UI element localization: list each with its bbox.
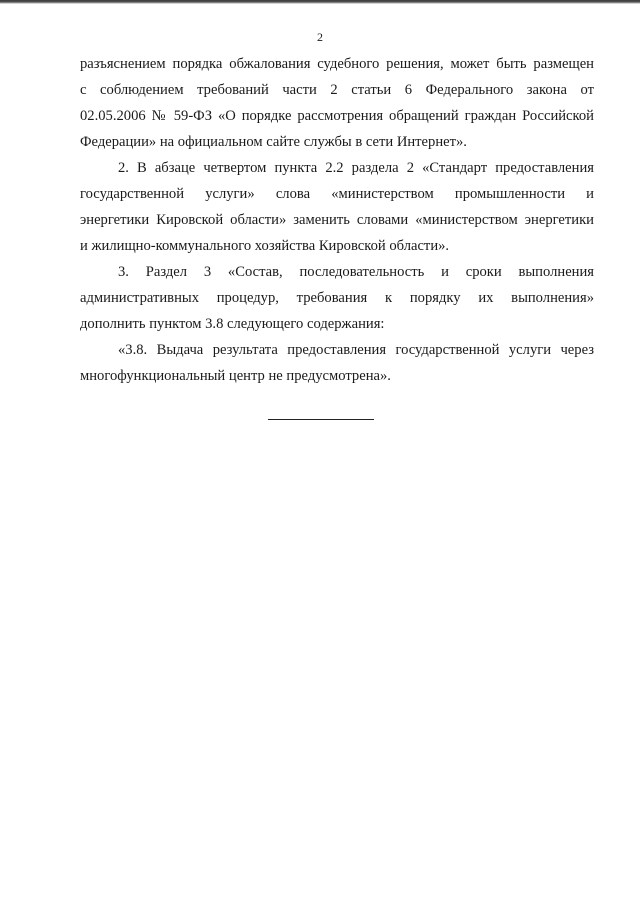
text-line: и жилищно-коммунального хозяйства Кировской области». xyxy=(80,238,450,254)
scan-edge xyxy=(0,0,640,4)
text-line: с соблюдением требований части 2 статьи 6 Федерального закона от xyxy=(80,82,594,98)
text-line: государственной услуги» слова «министерством промышленности и xyxy=(80,186,594,202)
paragraph-continuation xyxy=(80,51,594,155)
paragraph-item-3 xyxy=(80,259,594,337)
text-line: Федерации» на официальном сайте службы в сети Интернет». xyxy=(80,134,467,150)
text-line: дополнить пунктом 3.8 следующего содержания: xyxy=(80,316,385,332)
text-line: 3. Раздел 3 «Состав, последовательность и сроки выполнения xyxy=(118,264,594,280)
text-line: «3.8. Выдача результата предоставления государственной услуги через xyxy=(118,342,594,358)
text-line: 2. В абзаце четвертом пункта 2.2 раздела 2 «Стандарт предоставления xyxy=(118,160,594,176)
document-body xyxy=(80,51,594,389)
end-separator-line xyxy=(268,419,374,420)
text-line: разъяснением порядка обжалования судебного решения, может быть размещен xyxy=(80,56,594,72)
page-number: 2 xyxy=(317,30,323,44)
text-line: административных процедур, требования к порядку их выполнения» xyxy=(80,290,594,306)
text-line: энергетики Кировской области» заменить словами «министерством энергетики xyxy=(80,212,594,228)
text-line: многофункциональный центр не предусмотрена». xyxy=(80,368,391,384)
paragraph-item-2 xyxy=(80,155,594,259)
text-line: 02.05.2006 № 59-ФЗ «О порядке рассмотрения обращений граждан Российской xyxy=(80,108,594,124)
paragraph-quote-3-8 xyxy=(80,337,594,389)
